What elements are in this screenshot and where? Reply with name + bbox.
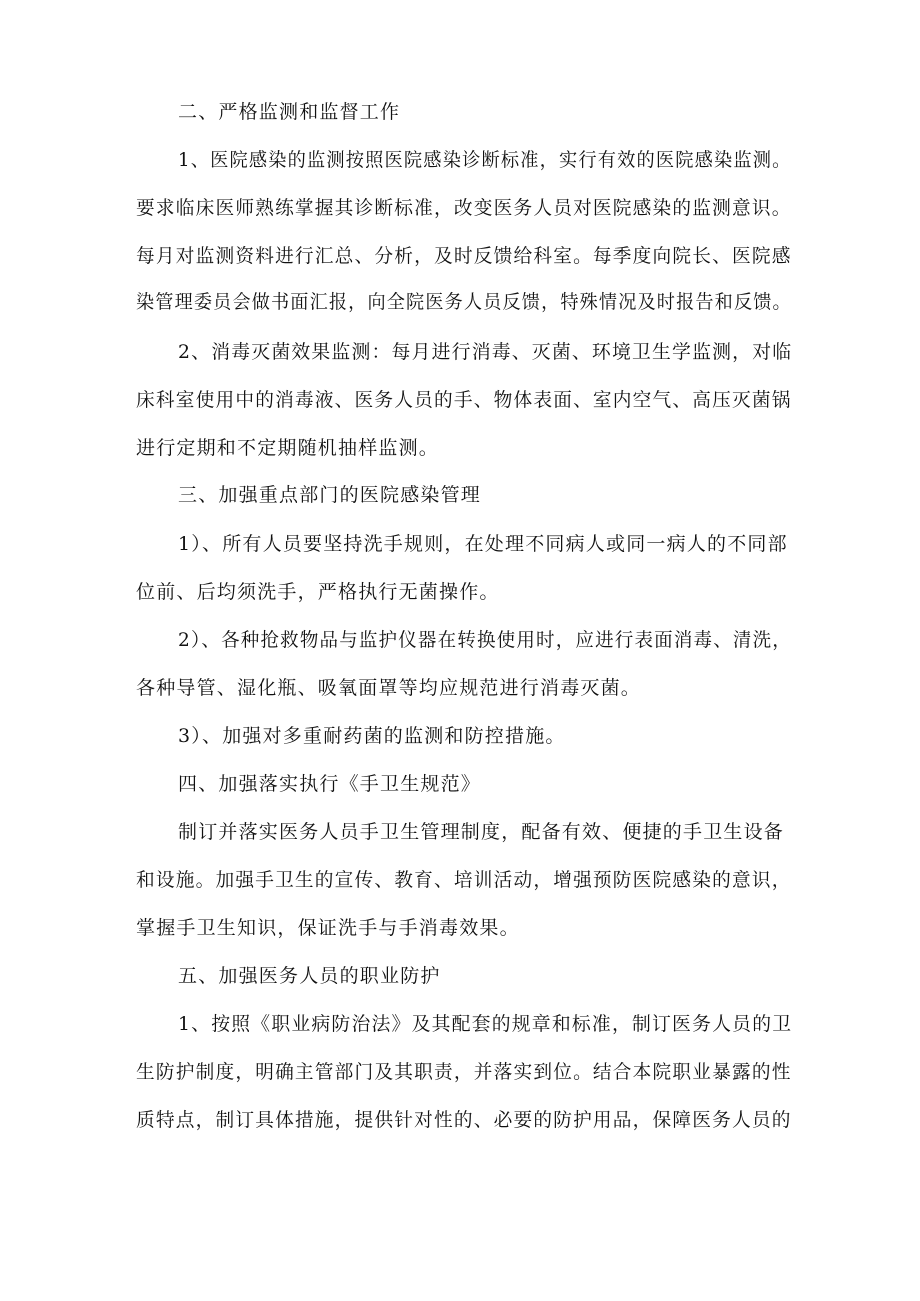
paragraph-line: 各种导管、湿化瓶、吸氧面罩等均应规范进行消毒灭菌。	[136, 677, 642, 699]
paragraph-line: 生防护制度，明确主管部门及其职责，并落实到位。结合本院职业暴露的性	[136, 1061, 792, 1083]
paragraph-line: 1、按照《职业病防治法》及其配套的规章和标准，制订医务人员的卫	[178, 1013, 793, 1035]
paragraph-line: 每月对监测资料进行汇总、分析，及时反馈给科室。每季度向院长、医院感	[136, 245, 792, 267]
paragraph-line: 1、医院感染的监测按照医院感染诊断标准，实行有效的医院感染监测。	[178, 149, 792, 171]
paragraph-line: 进行定期和不定期随机抽样监测。	[136, 437, 440, 459]
paragraph-line: 质特点，制订具体措施，提供针对性的、必要的防护用品，保障医务人员的	[136, 1109, 792, 1131]
paragraph-line: 3）、加强对多重耐药菌的监测和防控措施。	[178, 725, 566, 747]
paragraph-line: 位前、后均须洗手，严格执行无菌操作。	[136, 581, 500, 603]
paragraph-line: 床科室使用中的消毒液、医务人员的手、物体表面、室内空气、高压灭菌锅	[136, 389, 792, 411]
paragraph-line: 染管理委员会做书面汇报，向全院医务人员反馈，特殊情况及时报告和反馈。	[136, 291, 792, 313]
paragraph-line: 掌握手卫生知识，保证洗手与手消毒效果。	[136, 917, 520, 939]
section-heading-3: 三、加强重点部门的医院感染管理	[178, 484, 482, 506]
section-heading-2: 二、严格监测和监督工作	[178, 101, 401, 123]
section-heading-5: 五、加强医务人员的职业防护	[178, 965, 441, 987]
paragraph-line: 1）、所有人员要坚持洗手规则，在处理不同病人或同一病人的不同部	[178, 533, 788, 555]
paragraph-line: 2）、各种抢救物品与监护仪器在转换使用时，应进行表面消毒、清洗，	[178, 629, 792, 651]
section-heading-4: 四、加强落实执行《手卫生规范》	[178, 773, 482, 795]
paragraph-line: 要求临床医师熟练掌握其诊断标准，改变医务人员对医院感染的监测意识。	[136, 197, 792, 219]
paragraph-line: 制订并落实医务人员手卫生管理制度，配备有效、便捷的手卫生设备	[178, 821, 785, 843]
paragraph-line: 2、消毒灭菌效果监测：每月进行消毒、灭菌、环境卫生学监测，对临	[178, 341, 793, 363]
paragraph-line: 和设施。加强手卫生的宣传、教育、培训活动，增强预防医院感染的意识，	[136, 869, 792, 891]
